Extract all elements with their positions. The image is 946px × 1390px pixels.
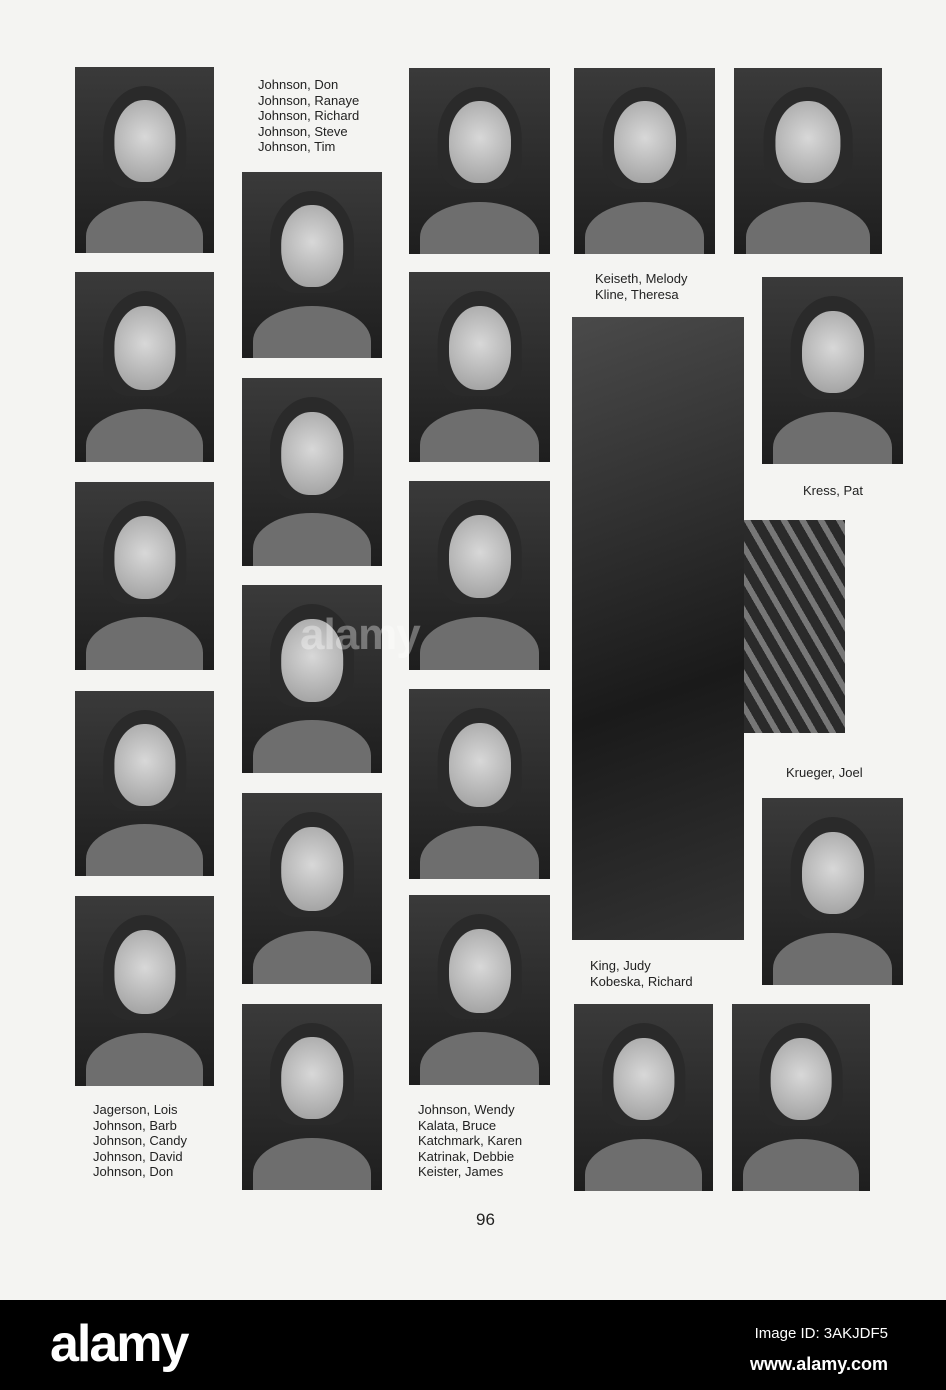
portrait-head	[448, 723, 510, 807]
portrait-head	[448, 515, 510, 598]
name: Johnson, Richard	[258, 108, 360, 123]
name: King, Judy	[590, 958, 651, 973]
student-portrait	[762, 798, 903, 985]
student-portrait	[75, 482, 214, 670]
names-top-right	[595, 271, 688, 302]
name: Johnson, Don	[258, 77, 339, 92]
portrait-body	[253, 513, 371, 566]
student-portrait	[75, 272, 214, 462]
portrait-head	[448, 306, 510, 390]
student-portrait	[242, 793, 382, 984]
portrait-head	[771, 1038, 832, 1120]
names-king	[590, 958, 693, 989]
portrait-head	[613, 101, 675, 183]
portrait-body	[420, 826, 538, 879]
name: Katchmark, Karen	[418, 1133, 523, 1148]
student-portrait	[409, 895, 550, 1085]
portrait-head	[281, 827, 343, 911]
names-kress	[803, 483, 863, 499]
portrait-head	[114, 306, 175, 390]
name: Kalata, Bruce	[418, 1117, 497, 1133]
name: Krueger, Joel	[786, 765, 863, 780]
name: Kress, Pat	[803, 483, 863, 498]
portrait-body	[420, 617, 538, 670]
names-krueger	[786, 765, 863, 781]
student-portrait	[409, 272, 550, 462]
names-top-center	[258, 77, 359, 155]
name: Johnson, David	[93, 1148, 183, 1164]
portrait-body	[253, 306, 371, 358]
portrait-head	[114, 516, 175, 599]
student-portrait	[734, 68, 882, 254]
portrait-body	[86, 201, 203, 253]
name: Katrinak, Debbie	[418, 1148, 515, 1164]
student-portrait	[75, 67, 214, 253]
site-url: www.alamy.com	[749, 1354, 888, 1374]
names-bottom-center	[418, 1102, 522, 1180]
student-portrait	[409, 689, 550, 879]
student-portrait	[242, 378, 382, 566]
name: Johnson, Ranaye	[258, 92, 360, 108]
portrait-body	[86, 1033, 203, 1086]
portrait-head	[613, 1038, 674, 1120]
portrait-body	[773, 933, 891, 985]
portrait-head	[114, 930, 175, 1014]
name: Kline, Theresa	[595, 286, 679, 302]
portrait-body	[585, 202, 703, 254]
candid-photo	[572, 317, 744, 940]
portrait-head	[114, 100, 175, 182]
names-bottom-left	[93, 1102, 187, 1180]
watermark-band	[0, 1300, 946, 1390]
portrait-head	[775, 101, 840, 183]
portrait-body	[585, 1139, 702, 1191]
portrait-head	[281, 412, 343, 495]
name: Jagerson, Lois	[93, 1102, 178, 1117]
student-portrait	[242, 1004, 382, 1190]
portrait-body	[420, 202, 538, 254]
student-portrait	[242, 172, 382, 358]
portrait-head	[801, 311, 863, 393]
student-portrait	[409, 481, 550, 670]
image-id: Image ID: 3AKJDF5	[754, 1325, 888, 1342]
portrait-body	[420, 1032, 538, 1085]
name: Johnson, Tim	[258, 139, 336, 154]
portrait-head	[448, 101, 510, 183]
portrait-head	[801, 832, 863, 914]
portrait-body	[86, 409, 203, 462]
portrait-body	[420, 409, 538, 462]
student-portrait	[762, 277, 903, 464]
portrait-body	[253, 720, 371, 773]
portrait-body	[253, 931, 371, 984]
portrait-body	[86, 617, 203, 670]
student-portrait	[574, 1004, 713, 1191]
alamy-logo: alamy	[50, 1315, 188, 1373]
watermark-overlay: alamy	[300, 610, 420, 659]
name: Johnson, Don	[93, 1164, 174, 1179]
page-number: 96	[476, 1210, 495, 1229]
portrait-head	[114, 724, 175, 805]
name: Keister, James	[418, 1164, 504, 1179]
candid-photo-extension	[744, 520, 845, 733]
portrait-body	[86, 824, 203, 876]
student-portrait	[574, 68, 715, 254]
name: Johnson, Wendy	[418, 1102, 515, 1117]
student-portrait	[409, 68, 550, 254]
name: Keiseth, Melody	[595, 271, 688, 286]
portrait-body	[743, 1139, 859, 1191]
name: Johnson, Steve	[258, 123, 348, 139]
portrait-head	[281, 1037, 343, 1119]
portrait-body	[746, 202, 870, 254]
name: Johnson, Candy	[93, 1133, 187, 1148]
name: Johnson, Barb	[93, 1117, 177, 1133]
student-portrait	[75, 896, 214, 1086]
student-portrait	[732, 1004, 870, 1191]
portrait-head	[281, 205, 343, 287]
portrait-body	[773, 412, 891, 464]
student-portrait	[75, 691, 214, 876]
portrait-head	[448, 929, 510, 1013]
name: Kobeska, Richard	[590, 973, 693, 989]
portrait-body	[253, 1138, 371, 1190]
